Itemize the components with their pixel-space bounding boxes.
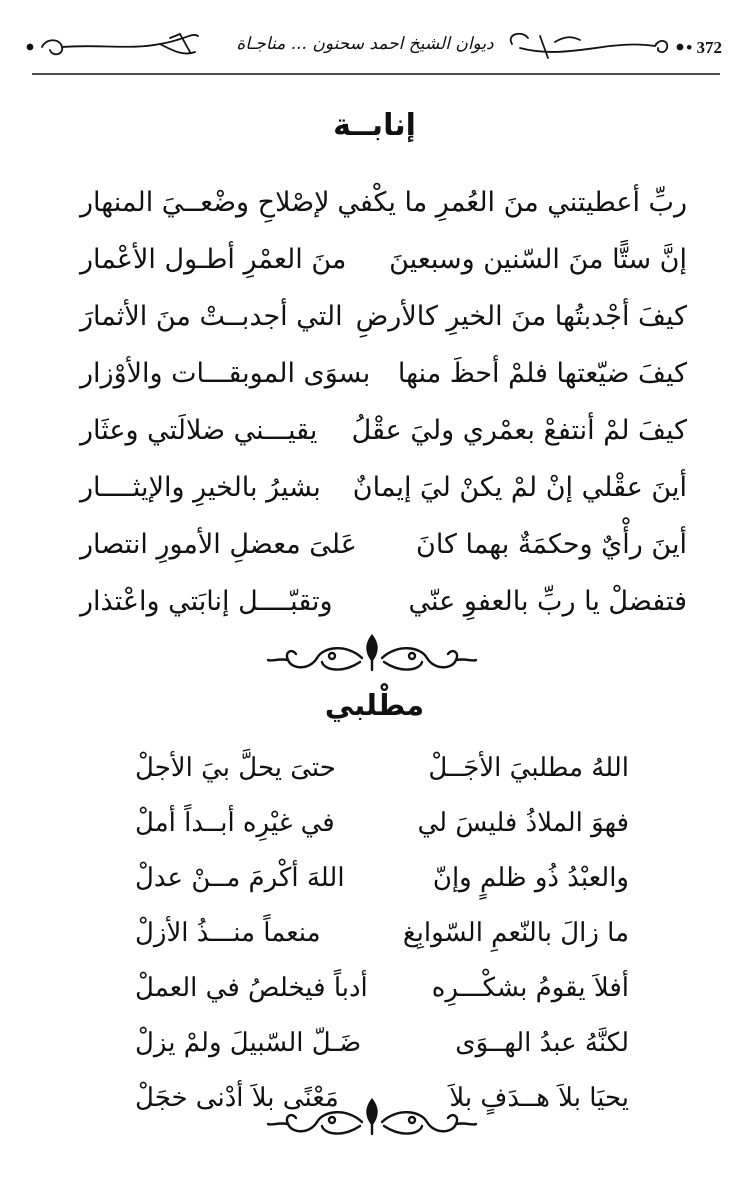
page-number: • 372: [686, 38, 722, 57]
verse-row: [0, 517, 749, 573]
verse-second-hemistich: وتقبّــــل إنابَتي واعْتذار: [80, 586, 333, 617]
verse-second-hemistich: أدباً فيخلصُ في العملْ: [135, 973, 368, 1003]
verse-row: [0, 905, 749, 961]
verse-row: [0, 1015, 749, 1071]
verse-second-hemistich: مَعْنًى بلاَ أدْنى خجَلْ: [135, 1083, 339, 1113]
verse-first-hemistich: كيفَ لمْ أنتفعْ بعمْري وليَ عقْلُ: [351, 415, 687, 446]
verse-row: [0, 232, 749, 288]
verse-second-hemistich: يقيـــني ضلالَتي وعثَار: [80, 415, 318, 446]
verse-second-hemistich: بشيرُ بالخيرِ والإيثــــار: [80, 472, 321, 503]
verse-row: [0, 289, 749, 345]
verse-row: [0, 346, 749, 402]
verse-row: [0, 574, 749, 630]
running-title: ديوان الشيخ احمد سحنون ... مناجـاة: [236, 34, 494, 54]
verse-second-hemistich: عَلىَ معضلِ الأمورِ انتصار: [80, 529, 357, 560]
verse-first-hemistich: أفلاَ يقومُ بشكْـــرِه: [431, 973, 629, 1003]
verse-first-hemistich: ربِّ أعطيتني منَ العُمرِ ما يكْفي: [337, 187, 687, 218]
page-header: [20, 22, 730, 78]
verse-row: [0, 740, 749, 796]
scroll-divider-ornament: [262, 630, 482, 678]
verse-first-hemistich: يحيَا بلاَ هــدَفٍ بلاَ: [449, 1083, 629, 1113]
verse-row: [0, 403, 749, 459]
verse-row: [0, 850, 749, 906]
verse-first-hemistich: أينَ رأْيٌ وحكمَةٌ بهما كانَ: [415, 529, 687, 560]
verse-row: [0, 175, 749, 231]
poem-title-matlabi: مطْلبي: [324, 688, 425, 722]
verse-row: [0, 795, 749, 851]
verse-second-hemistich: التي أجدبــتْ منَ الأثمارَ: [80, 301, 343, 332]
verse-second-hemistich: منَ العمْرِ أطـول الأعْمار: [80, 244, 347, 275]
verse-second-hemistich: منعماً منـــذُ الأزلْ: [135, 918, 321, 948]
verse-first-hemistich: أينَ عقْلي إنْ لمْ يكنْ ليَ إيمانٌ: [352, 472, 687, 503]
verse-first-hemistich: كيفَ أجْدبتُها منَ الخيرِ كالأرضِ: [355, 301, 687, 332]
scroll-divider-ornament-bottom: [262, 1094, 482, 1142]
verse-second-hemistich: في غيْرِه أبــداً أملْ: [135, 808, 335, 838]
verse-first-hemistich: ما زالَ بالنّعمِ السّوابِغ: [402, 918, 629, 948]
verse-row: [0, 460, 749, 516]
verse-row: [0, 960, 749, 1016]
verse-first-hemistich: والعبْدُ ذُو ظلمٍ وإنّ: [432, 863, 629, 893]
verse-first-hemistich: إنَّ ستًّا منَ السّنين وسبعينَ: [389, 244, 687, 275]
verse-second-hemistich: حتىَ يحلَّ بيَ الأجلْ: [135, 753, 336, 783]
poem-title-inaba: إنابــة: [333, 108, 416, 143]
verse-second-hemistich: لإصْلاحِ وضْعــيَ المنهار: [80, 187, 330, 218]
verse-first-hemistich: لكنَّهُ عبدُ الهــوَى: [455, 1028, 629, 1058]
verse-first-hemistich: كيفَ ضيّعتها فلمْ أحظَ منها: [397, 358, 687, 389]
verse-second-hemistich: اللهَ أكْرمَ مــنْ عدلْ: [135, 863, 345, 893]
verse-first-hemistich: فهوَ الملاذُ فليسَ لي: [417, 808, 629, 838]
verse-second-hemistich: بسوَى الموبقـــات والأوْزار: [80, 358, 371, 389]
verse-first-hemistich: اللهُ مطلبيَ الأجَــلْ: [428, 753, 629, 783]
verse-second-hemistich: ضَـلّ السّبيلَ ولمْ يزلْ: [135, 1028, 362, 1058]
verse-first-hemistich: فتفضلْ يا ربِّ بالعفوِ عنّي: [408, 586, 687, 617]
